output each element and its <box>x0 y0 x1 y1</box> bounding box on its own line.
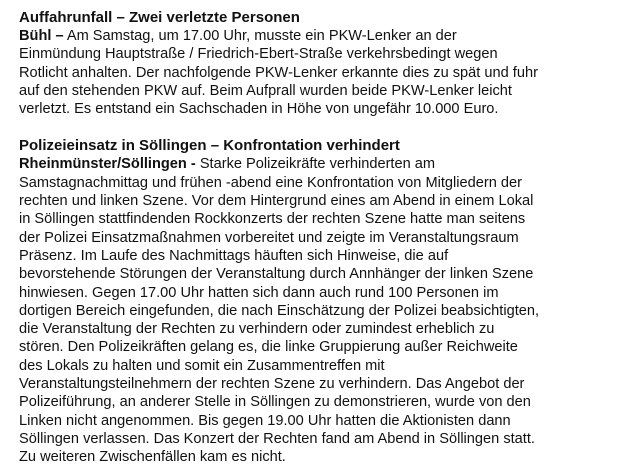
body-line: Zu weiteren Zwischenfällen kam es nicht. <box>19 449 286 466</box>
article-body <box>19 155 624 466</box>
body-line: Söllingen verlassen. Das Konzert der Rechten fand am Abend in Söllingen statt. <box>19 430 535 447</box>
body-line: Rotlicht anhalten. Der nachfolgende PKW-Lenker erkannte dies zu spät und fuhr <box>19 64 538 81</box>
body-line: die Veranstaltung der Rechten zu verhindern oder zumindest erheblich zu <box>19 321 495 338</box>
article-dateline: Bühl – <box>19 28 64 44</box>
body-line: dortigen Bereich eingefunden, die nach Einschätzung der Polizei beabsichtigten, <box>19 302 540 319</box>
article-first-line <box>19 27 624 45</box>
body-line: Linken nicht angenommen. Bis gegen 19.00 Uhr hatten die Aktionisten dann <box>19 412 511 429</box>
body-line: Einmündung Hauptstraße / Friedrich-Ebert-Straße verkehrsbedingt wegen <box>19 46 498 63</box>
body-line: Präsenz. Im Laufe des Nachmittags häuften sich Hinweise, die auf <box>19 247 449 264</box>
article-dateline: Rheinmünster/Söllingen - <box>19 156 196 173</box>
article-polizeieinsatz <box>19 137 624 466</box>
body-line: verletzt. Es entstand ein Sachschaden in Höhe von ungefähr 10.000 Euro. <box>19 101 499 118</box>
body-line: Polizeiführung, an anderer Stelle in Söllingen zu demonstrieren, wurde von den <box>19 394 531 411</box>
article-headline: Auffahrunfall – Zwei verletzte Personen <box>19 9 300 26</box>
article-body <box>19 27 624 118</box>
body-line: hinwiesen. Gegen 17.00 Uhr hatten sich dann auch rund 100 Personen im <box>19 284 499 301</box>
body-line: stören. Den Polizeikräften gelang es, die linke Gruppierung außer Reichweite <box>19 339 518 356</box>
body-line: Am Samstag, um 17.00 Uhr, musste ein PKW-Lenker an der <box>63 28 457 44</box>
body-line: des Lokals zu halten und somit ein Zusammentreffen mit <box>19 357 385 374</box>
article-first-line <box>19 155 624 173</box>
body-line: Starke Polizeikräfte verhinderten am <box>195 156 436 173</box>
body-line: der Polizei Einsatzmaßnahmen vorbereitet und zeigte im Veranstaltungsraum <box>19 229 519 246</box>
body-line: rechten und linken Szene. Vor dem Hintergrund eines am Abend in einem Lokal <box>19 193 534 210</box>
body-line: bevorstehende Störungen der Veranstaltung durch Annhänger der linken Szene <box>19 266 534 283</box>
body-line: Veranstaltungsteilnehmern der rechten Szene zu verhindern. Das Angebot der <box>19 376 525 393</box>
body-line: in Söllingen stattfindenden Rockkonzerts der rechten Szene hatte man seitens <box>19 211 526 228</box>
body-line: Samstagnachmittag und frühen -abend eine Konfrontation von Mitgliedern der <box>19 174 522 191</box>
article-auffahrunfall <box>19 9 624 118</box>
article-headline: Polizeieinsatz in Söllingen – Konfrontation verhindert <box>19 137 400 155</box>
body-line: auf den stehenden PKW auf. Beim Aufprall wurden beide PKW-Lenker leicht <box>19 82 512 99</box>
